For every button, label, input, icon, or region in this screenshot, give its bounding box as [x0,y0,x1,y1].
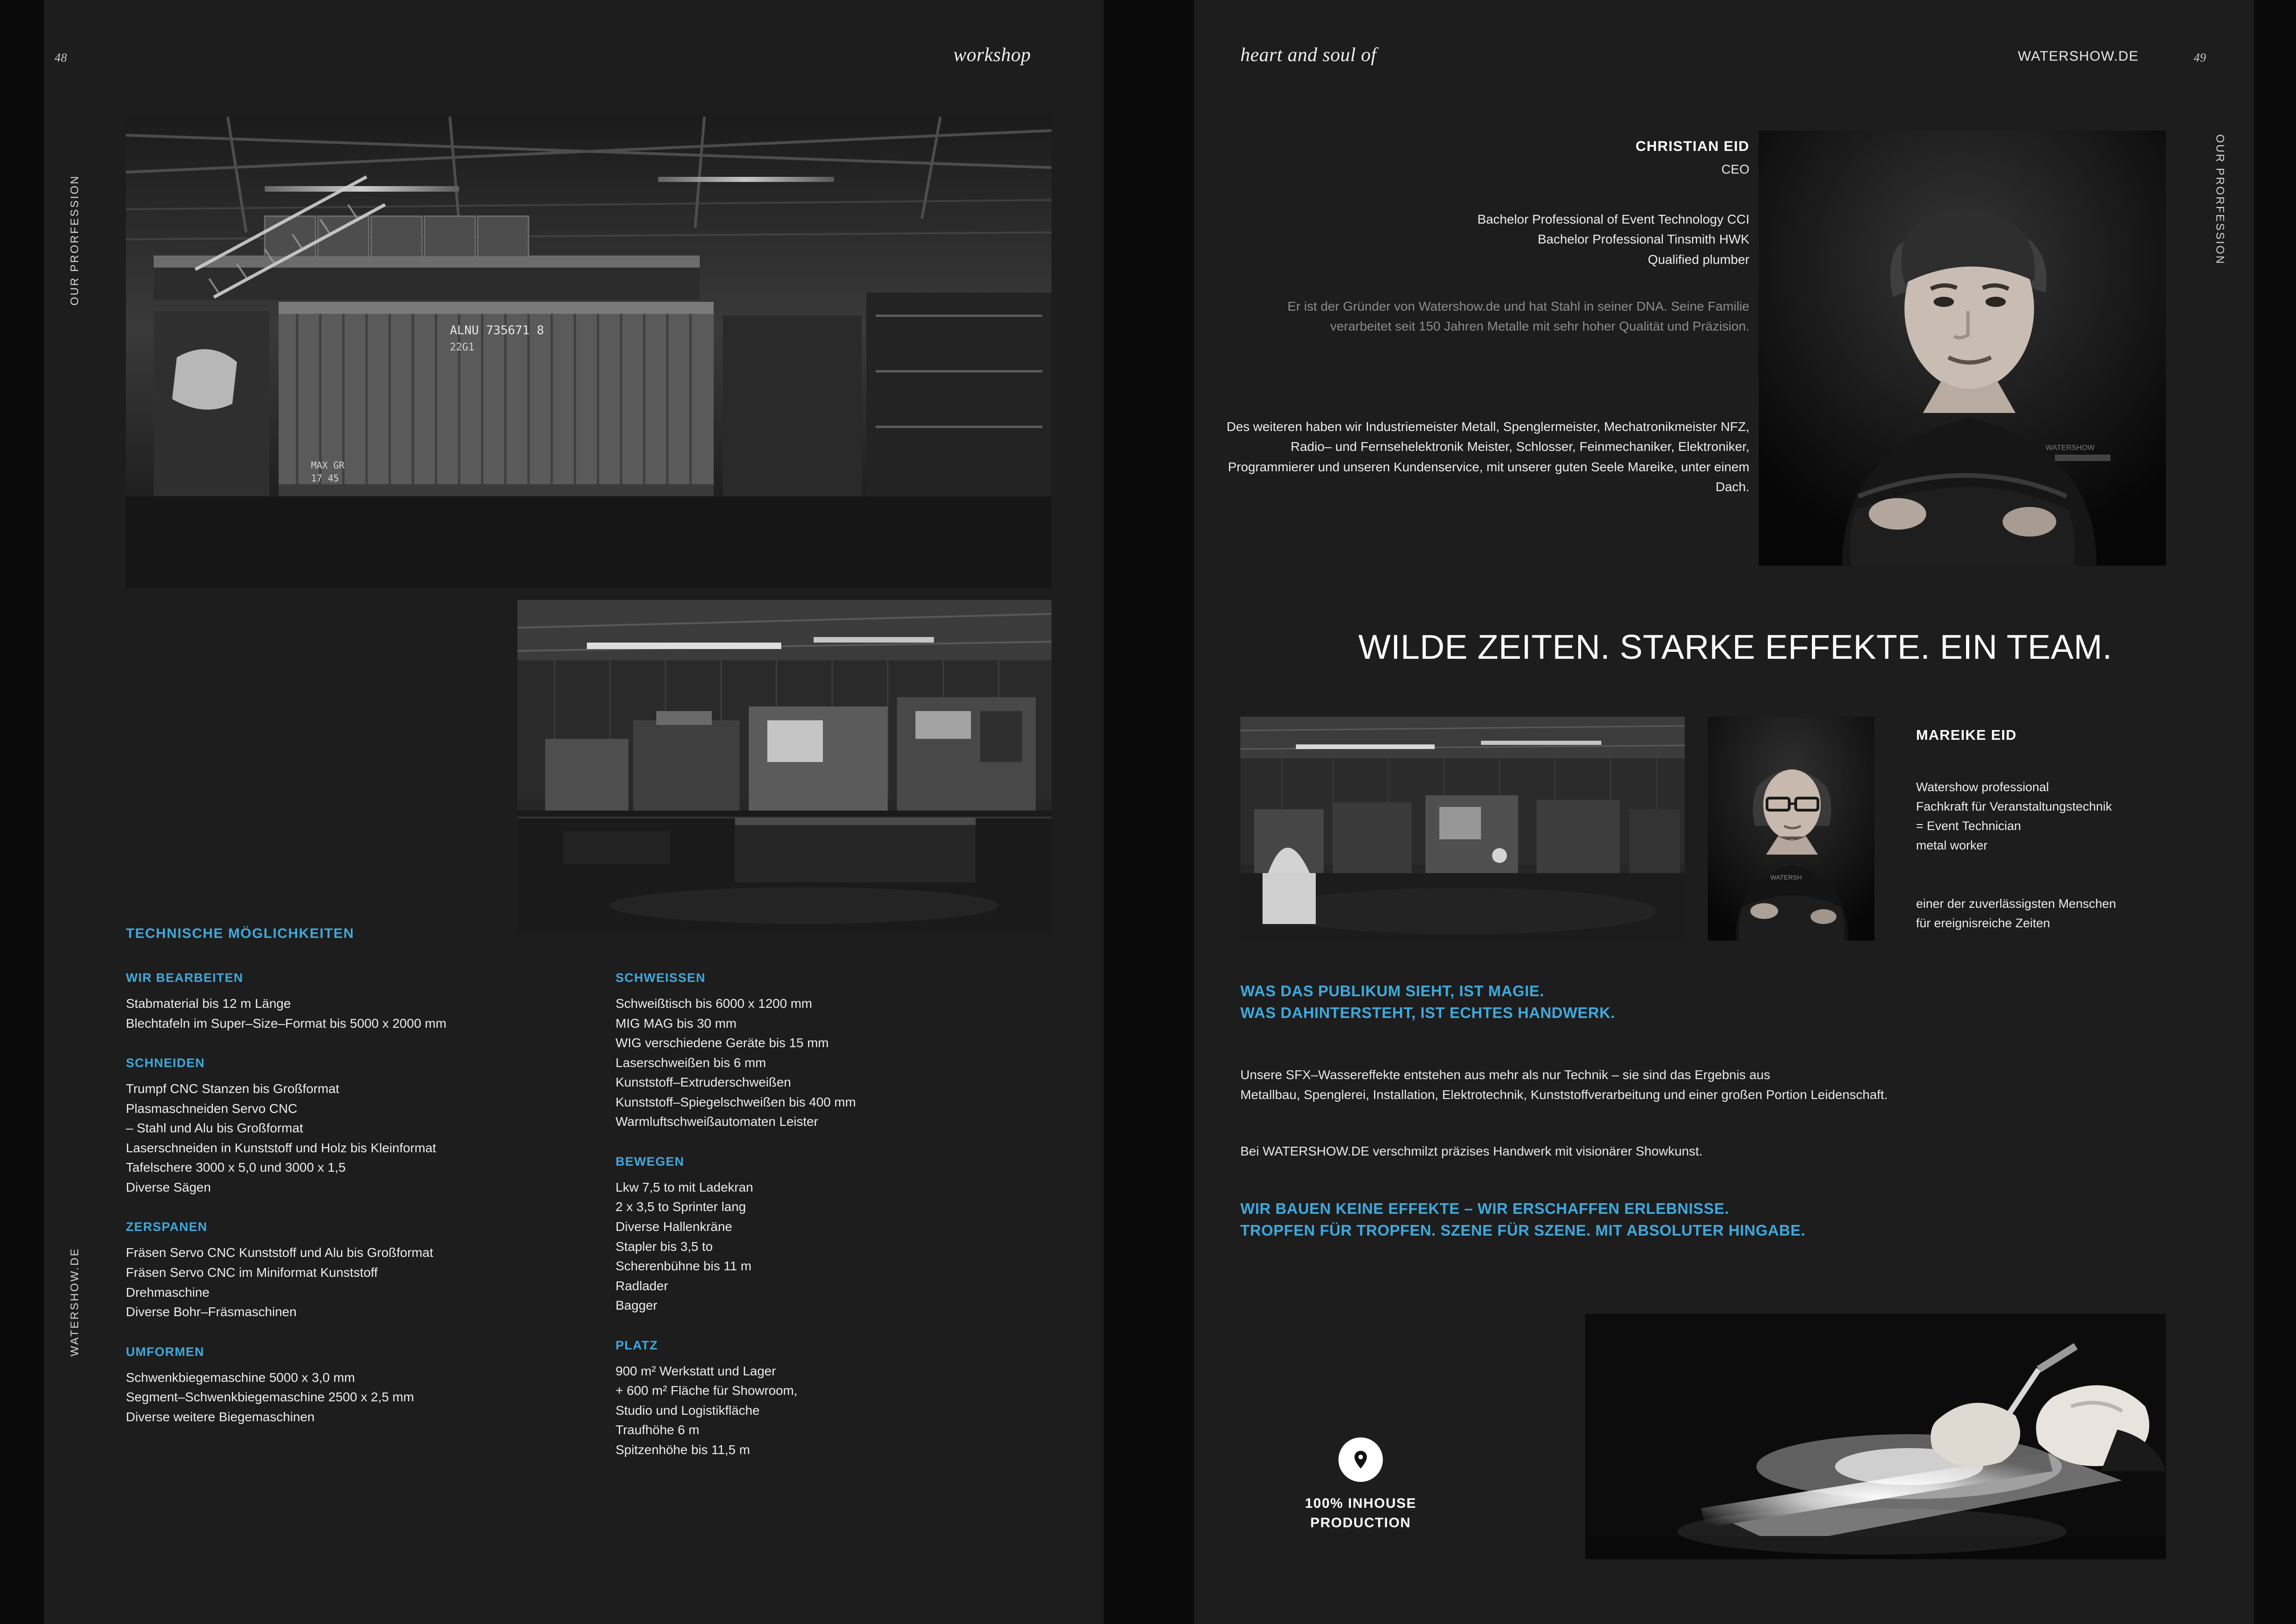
photo-warehouse [126,117,1052,588]
mareike-name: MAREIKE EID [1916,727,2017,743]
line: Drehmaschine [126,1285,210,1299]
line: – Stahl und Alu bis Großformat [126,1121,303,1136]
line: Kunststoff–Extruderschweißen [616,1075,791,1090]
side-label-right-top: OUR PRORFESSION [2214,134,2226,265]
group-zerspanen [126,1218,598,1322]
christian-qualifications [1240,209,1749,269]
group-platz [616,1336,1078,1460]
line: Bachelor Professional of Event Technology CCI [1477,212,1749,226]
left-column-one [126,968,598,1427]
group-bewegen [616,1152,1078,1316]
spread-headline: WILDE ZEITEN. STARKE EFFEKTE. EIN TEAM. [1358,628,2112,666]
subheading: PLATZ [616,1338,658,1352]
line: Laserschweißen bis 6 mm [616,1055,766,1070]
christian-name: CHRISTIAN EID [1636,138,1749,154]
line: MIG MAG bis 30 mm [616,1016,737,1031]
running-head-workshop: workshop [953,44,1031,66]
group-wir-bearbeiten [126,968,598,1033]
line: Diverse Sägen [126,1180,211,1194]
line: Bagger [616,1298,658,1313]
line: 900 m² Werkstatt und Lager [616,1363,776,1378]
group-schweissen [616,968,1078,1132]
left-bleed [0,0,44,1624]
line: WIR BAUEN KEINE EFFEKTE – WIR ERSCHAFFEN ERLEBNISSE. [1240,1200,1730,1217]
line: Qualified plumber [1648,252,1749,267]
line: Traufhöhe 6 m [616,1423,700,1437]
line: 2 x 3,5 to Sprinter lang [616,1199,746,1214]
right-bleed [2254,0,2296,1624]
line: Bachelor Professional Tinsmith HWK [1537,232,1749,247]
line: Stabmaterial bis 12 m Länge [126,996,291,1011]
line: PRODUCTION [1310,1515,1411,1530]
line: Kunststoff–Spiegelschweißen bis 400 mm [616,1094,856,1109]
line: Scherenbühne bis 11 m [616,1259,752,1274]
line: TROPFEN FÜR TROPFEN. SZENE FÜR SZENE. MIT ABSOLUTER HINGABE. [1240,1221,1805,1239]
line: WIG verschiedene Geräte bis 15 mm [616,1036,829,1050]
left-column-two [616,968,1078,1460]
photo-machine-hall [517,600,1052,931]
line: Laserschneiden in Kunststoff und Holz bis Kleinformat [126,1140,436,1155]
line: Diverse Bohr–Fräsmaschinen [126,1305,297,1319]
subheading: WIR BEARBEITEN [126,971,243,985]
paragraph-one [1240,1065,2194,1105]
svg-text:22G1: 22G1 [450,342,474,353]
line: Schwenkbiegemaschine 5000 x 3,0 mm [126,1370,355,1385]
location-pin-icon [1338,1437,1383,1482]
line: Fachkraft für Veranstaltungstechnik [1916,799,2112,813]
line: Spitzenhöhe bis 11,5 m [616,1442,750,1457]
line: Stapler bis 3,5 to [616,1239,713,1254]
line: Tafelschere 3000 x 5,0 und 3000 x 1,5 [126,1160,346,1175]
line: Metallbau, Spenglerei, Installation, Elektrotechnik, Kunststoffverarbeitung und einer großen Portion Leidenschaft. [1240,1087,1888,1102]
running-head-url: WATERSHOW.DE [2018,49,2139,64]
subheading: SCHWEISSEN [616,971,706,985]
spread-gutter [1104,0,1194,1624]
side-label-left-bottom: WATERSHOW.DE [68,1247,81,1356]
line: WAS DAS PUBLIKUM SIEHT, IST MAGIE. [1240,982,1544,999]
subheading: ZERSPANEN [126,1220,208,1234]
side-label-left-top: OUR PRORFESSION [68,175,81,306]
photo-workshop-wide [1240,717,1685,941]
christian-bio-dim: Er ist der Gründer von Watershow.de und hat Stahl in seiner DNA. Seine Familie verarbeitet seit 150 Jahren Metalle mit sehr hoher Qualität und Präzision. [1287,299,1749,334]
photo-welding [1585,1314,2166,1559]
folio-right: 49 [2194,51,2206,64]
line: Studio und Logistikfläche [616,1403,760,1418]
mareike-role-block [1916,778,2194,855]
inhouse-label [1263,1494,1458,1533]
line: einer der zuverlässigsten Menschen [1916,897,2116,911]
line: Plasmaschneiden Servo CNC [126,1101,298,1116]
photo-christian-portrait [1759,131,2166,566]
line: Watershow professional [1916,780,2049,794]
blue-heading-one [1240,981,2120,1024]
line: für ereignisreiche Zeiten [1916,916,2050,930]
line: 100% INHOUSE [1305,1496,1417,1511]
christian-role: CEO [1721,162,1749,176]
line: Warmluftschweißautomaten Leister [616,1114,818,1129]
svg-text:WATERSH: WATERSH [1770,874,1802,881]
line: Diverse Hallenkräne [616,1219,733,1234]
line: = Event Technician [1916,818,2021,833]
line: Radlader [616,1278,668,1293]
line: Fräsen Servo CNC im Miniformat Kunststoff [126,1265,378,1280]
folio-left: 48 [55,51,67,64]
svg-text:17 45: 17 45 [311,473,339,484]
line: Schweißtisch bis 6000 x 1200 mm [616,996,812,1011]
line: Trumpf CNC Stanzen bis Großformat [126,1081,340,1096]
svg-text:ALNU 735671 8: ALNU 735671 8 [450,324,544,337]
line: Unsere SFX–Wassereffekte entstehen aus mehr als nur Technik – sie sind das Ergebnis aus [1240,1068,1770,1082]
inhouse-badge [1263,1437,1458,1533]
mareike-note-block [1916,894,2194,933]
subheading: UMFORMEN [126,1344,205,1359]
line: Lkw 7,5 to mit Ladekran [616,1180,753,1194]
subheading: BEWEGEN [616,1154,684,1168]
subheading: SCHNEIDEN [126,1056,205,1070]
svg-text:MAX GR: MAX GR [311,460,345,471]
line: Segment–Schwenkbiegemaschine 2500 x 2,5 mm [126,1390,414,1405]
left-section-title: TECHNISCHE MÖGLICHKEITEN [126,926,355,941]
group-schneiden [126,1054,598,1197]
line: Fräsen Servo CNC Kunststoff und Alu bis Großformat [126,1245,433,1260]
line: + 600 m² Fläche für Showroom, [616,1383,797,1398]
blue-heading-two [1240,1198,2194,1242]
group-umformen [126,1343,598,1427]
running-head-heart-and-soul: heart and soul of [1240,44,1377,66]
christian-bio-team: Des weiteren haben wir Industriemeister Metall, Spenglermeister, Mechatronikmeister NFZ, Radio– und Fernsehelektronik Meister, Schlosser, Feinmechaniker, Elektroniker, Programmierer und unseren Kundenservice, mit unserer guten Seele Mareike, unter einem Dach. [1226,419,1749,494]
svg-text:WATERSHOW: WATERSHOW [2046,444,2095,452]
line: metal worker [1916,838,1988,852]
photo-mareike-portrait [1708,717,1874,941]
line: Diverse weitere Biegemaschinen [126,1409,315,1424]
line: WAS DAHINTERSTEHT, IST ECHTES HANDWERK. [1240,1004,1615,1021]
paragraph-two: Bei WATERSHOW.DE verschmilzt präzises Handwerk mit visionärer Showkunst. [1240,1144,1703,1158]
line: Blechtafeln im Super–Size–Format bis 5000 x 2000 mm [126,1016,447,1031]
